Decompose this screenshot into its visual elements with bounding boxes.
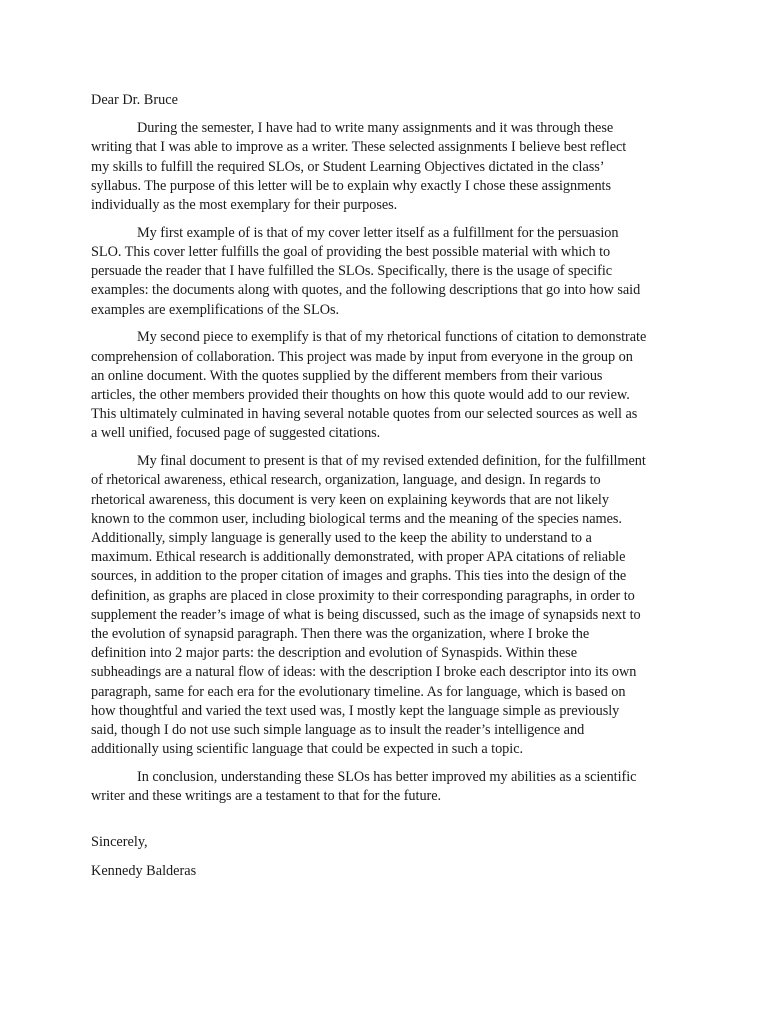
paragraph-line: maximum. Ethical research is additionally demonstrated, with proper APA citations of reliable: [91, 549, 626, 566]
body-paragraph: [91, 119, 682, 215]
paragraph-line: supplement the reader’s image of what is being discussed, such as the image of synapsids next to: [91, 606, 641, 623]
paragraph-line: rhetorical awareness, this document is very keen on explaining keywords that are not likely: [91, 491, 609, 508]
paragraph-line: of rhetorical awareness, ethical research, organization, language, and design. In regards to: [91, 472, 601, 489]
body-paragraph: [91, 452, 682, 759]
paragraph-line: articles, the other members provided their thoughts on how this quote would add to our review.: [91, 387, 630, 404]
paragraph-line: additionally using scientific language that could be expected in such a topic.: [91, 741, 524, 758]
paragraph-line: persuade the reader that I have fulfilled the SLOs. Specifically, there is the usage of specific: [91, 263, 613, 280]
paragraph-line: said, though I do not use such simple language as to insult the reader’s intelligence and: [91, 722, 585, 739]
paragraph-line: comprehension of collaboration. This project was made by input from everyone in the group on: [91, 348, 633, 365]
paragraph-line: This ultimately culminated in having several notable quotes from our selected sources as well as: [91, 406, 638, 423]
paragraph-line: In conclusion, understanding these SLOs has better improved my abilities as a scientific: [137, 769, 637, 786]
paragraph-line: paragraph, same for each era for the evolutionary timeline. As for language, which is based on: [91, 683, 626, 700]
paragraph-line: known to the common user, including biological terms and the meaning of the species names.: [91, 510, 622, 527]
paragraph-line: an online document. With the quotes supplied by the different members from their various: [91, 367, 603, 384]
paragraph-line: writer and these writings are a testament to that for the future.: [91, 788, 442, 805]
paragraph-line: the evolution of synapsid paragraph. Then there was the organization, where I broke the: [91, 626, 590, 643]
paragraph-line: definition into 2 major parts: the description and evolution of Synaspids. Within these: [91, 645, 577, 662]
paragraph-line: examples are exemplifications of the SLOs.: [91, 301, 340, 318]
signature-name: Kennedy Balderas: [91, 862, 197, 879]
closing: Sincerely,: [91, 834, 148, 851]
body-paragraph: [91, 768, 682, 806]
paragraph-line: My second piece to exemplify is that of my rhetorical functions of citation to demonstrate: [137, 329, 647, 346]
closing-block: [91, 833, 682, 880]
paragraph-line: syllabus. The purpose of this letter will be to explain why exactly I chose these assignments: [91, 177, 611, 194]
paragraph-line: sources, in addition to the proper citation of images and graphs. This ties into the design of the: [91, 568, 627, 585]
paragraph-line: Additionally, simply language is generally used to the keep the ability to understand to a: [91, 530, 592, 547]
paragraph-line: writing that I was able to improve as a writer. These selected assignments I believe best reflect: [91, 139, 627, 156]
paragraph-line: definition, as graphs are placed in close proximity to their corresponding paragraphs, in order to: [91, 587, 635, 604]
body-paragraph: [91, 328, 682, 443]
paragraph-line: a well unified, focused page of suggested citations.: [91, 425, 381, 442]
paragraph-line: My final document to present is that of my revised extended definition, for the fulfillment: [137, 453, 646, 470]
paragraph-line: SLO. This cover letter fulfills the goal of providing the best possible material with which to: [91, 244, 611, 261]
paragraph-line: individually as the most exemplary for their purposes.: [91, 197, 398, 214]
paragraph-line: examples: the documents along with quotes, and the following descriptions that go into how said: [91, 282, 641, 299]
letter-body: [91, 119, 682, 806]
body-paragraph: [91, 224, 682, 320]
salutation: Dear Dr. Bruce: [91, 92, 178, 108]
paragraph-line: My first example of is that of my cover letter itself as a fulfillment for the persuasion: [137, 224, 619, 241]
paragraph-line: subheadings are a natural flow of ideas: with the description I broke each descriptor into its own: [91, 664, 637, 681]
paragraph-line: how thoughtful and varied the text used was, I mostly kept the language simple as previously: [91, 702, 620, 719]
paragraph-line: During the semester, I have had to write many assignments and it was through these: [137, 120, 614, 137]
paragraph-line: my skills to fulfill the required SLOs, or Student Learning Objectives dictated in the class’: [91, 158, 605, 175]
